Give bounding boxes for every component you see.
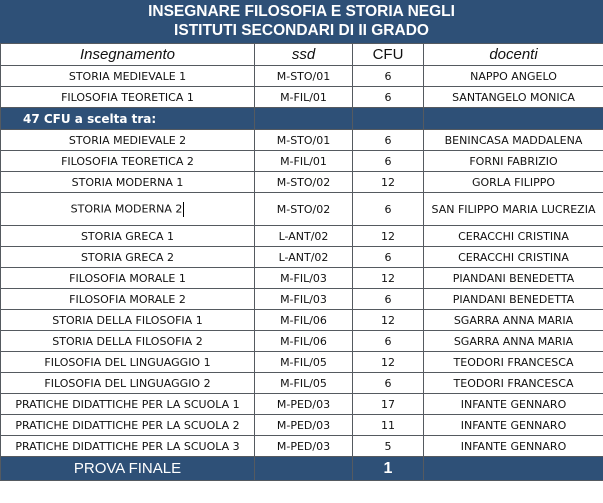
cell-docenti: BENINCASA MADDALENA (424, 130, 603, 151)
cell-cfu: 17 (353, 394, 424, 415)
cell-ssd: M-STO/01 (255, 130, 353, 151)
cell-docenti: TEODORI FRANCESCA (424, 373, 603, 394)
cell-insegnamento: STORIA MODERNA 1 (1, 172, 255, 193)
cell-cfu: 6 (353, 331, 424, 352)
cell-cfu: 6 (353, 151, 424, 172)
header-insegnamento: Insegnamento (1, 44, 255, 66)
table-row (1, 226, 603, 247)
cell-cfu: 12 (353, 226, 424, 247)
cell-insegnamento-text: STORIA MODERNA 2 (70, 202, 183, 215)
cell-cfu: 12 (353, 268, 424, 289)
table-row (1, 352, 603, 373)
cell-ssd: M-FIL/05 (255, 352, 353, 373)
table-row (1, 268, 603, 289)
table-row (1, 310, 603, 331)
cell-docenti: INFANTE GENNARO (424, 394, 603, 415)
cell-insegnamento: STORIA DELLA FILOSOFIA 2 (1, 331, 255, 352)
cell-ssd: M-STO/01 (255, 66, 353, 87)
text-cursor (183, 202, 184, 217)
cell-docenti: PIANDANI BENEDETTA (424, 268, 603, 289)
table-row (1, 87, 603, 108)
cell-cfu: 5 (353, 436, 424, 457)
cell-insegnamento: STORIA GRECA 1 (1, 226, 255, 247)
cell-insegnamento: PRATICHE DIDATTICHE PER LA SCUOLA 3 (1, 436, 255, 457)
header-ssd: ssd (255, 44, 353, 66)
section-empty-cell (353, 108, 424, 130)
cell-docenti: INFANTE GENNARO (424, 436, 603, 457)
cell-cfu: 6 (353, 66, 424, 87)
cell-ssd: M-FIL/06 (255, 310, 353, 331)
cell-docenti: GORLA FILIPPO (424, 172, 603, 193)
title-line-1: INSEGNARE FILOSOFIA E STORIA NEGLI (148, 3, 455, 20)
table-row (1, 436, 603, 457)
cell-insegnamento: STORIA MEDIEVALE 2 (1, 130, 255, 151)
title-line-2: ISTITUTI SECONDARI DI II GRADO (174, 22, 429, 39)
cell-insegnamento: FILOSOFIA MORALE 2 (1, 289, 255, 310)
final-cfu: 1 (353, 457, 424, 481)
cell-insegnamento: FILOSOFIA DEL LINGUAGGIO 2 (1, 373, 255, 394)
cell-insegnamento: STORIA DELLA FILOSOFIA 1 (1, 310, 255, 331)
table-row (1, 289, 603, 310)
cell-insegnamento: FILOSOFIA DEL LINGUAGGIO 1 (1, 352, 255, 373)
cell-cfu: 6 (353, 247, 424, 268)
section-empty-cell (255, 108, 353, 130)
section-row (1, 108, 603, 130)
final-label: PROVA FINALE (1, 457, 255, 481)
cell-docenti: CERACCHI CRISTINA (424, 247, 603, 268)
table-row (1, 247, 603, 268)
cell-docenti: PIANDANI BENEDETTA (424, 289, 603, 310)
cell-docenti: SANTANGELO MONICA (424, 87, 603, 108)
section-label: 47 CFU a scelta tra: (1, 108, 255, 130)
table-row (1, 394, 603, 415)
final-row (1, 457, 603, 481)
courses-table-body (1, 66, 603, 481)
cell-ssd: M-FIL/03 (255, 268, 353, 289)
section-empty-cell (424, 108, 603, 130)
final-empty-cell (424, 457, 603, 481)
cell-docenti: SGARRA ANNA MARIA (424, 310, 603, 331)
cell-ssd: M-FIL/03 (255, 289, 353, 310)
cell-insegnamento[interactable] (1, 193, 255, 226)
table-row (1, 66, 603, 87)
cell-docenti: CERACCHI CRISTINA (424, 226, 603, 247)
cell-docenti: INFANTE GENNARO (424, 415, 603, 436)
cell-docenti: SAN FILIPPO MARIA LUCREZIA (424, 193, 603, 226)
header-cfu: CFU (353, 44, 424, 66)
final-empty-cell (255, 457, 353, 481)
cell-cfu: 6 (353, 130, 424, 151)
table-row (1, 130, 603, 151)
cell-insegnamento: PRATICHE DIDATTICHE PER LA SCUOLA 2 (1, 415, 255, 436)
table-row (1, 193, 603, 226)
cell-docenti: SGARRA ANNA MARIA (424, 331, 603, 352)
cell-ssd: M-PED/03 (255, 415, 353, 436)
cell-ssd: L-ANT/02 (255, 247, 353, 268)
courses-table (0, 43, 603, 481)
cell-docenti: NAPPO ANGELO (424, 66, 603, 87)
cell-ssd: M-STO/02 (255, 193, 353, 226)
cell-docenti: FORNI FABRIZIO (424, 151, 603, 172)
table-row (1, 415, 603, 436)
cell-cfu: 6 (353, 87, 424, 108)
cell-cfu: 6 (353, 193, 424, 226)
cell-insegnamento: STORIA GRECA 2 (1, 247, 255, 268)
cell-ssd: M-PED/03 (255, 436, 353, 457)
cell-ssd: L-ANT/02 (255, 226, 353, 247)
cell-cfu: 6 (353, 289, 424, 310)
cell-insegnamento: FILOSOFIA MORALE 1 (1, 268, 255, 289)
cell-ssd: M-FIL/05 (255, 373, 353, 394)
cell-ssd: M-STO/02 (255, 172, 353, 193)
cell-ssd: M-FIL/01 (255, 151, 353, 172)
cell-docenti: TEODORI FRANCESCA (424, 352, 603, 373)
cell-insegnamento: FILOSOFIA TEORETICA 2 (1, 151, 255, 172)
table-title (0, 0, 603, 43)
cell-cfu: 11 (353, 415, 424, 436)
table-row (1, 172, 603, 193)
cell-insegnamento: STORIA MEDIEVALE 1 (1, 66, 255, 87)
cell-ssd: M-PED/03 (255, 394, 353, 415)
cell-insegnamento: FILOSOFIA TEORETICA 1 (1, 87, 255, 108)
table-row (1, 331, 603, 352)
cell-ssd: M-FIL/06 (255, 331, 353, 352)
cell-cfu: 12 (353, 310, 424, 331)
cell-ssd: M-FIL/01 (255, 87, 353, 108)
table-row (1, 373, 603, 394)
cell-cfu: 12 (353, 172, 424, 193)
header-docenti: docenti (424, 44, 603, 66)
cell-cfu: 12 (353, 352, 424, 373)
table-row (1, 151, 603, 172)
cell-cfu: 6 (353, 373, 424, 394)
cell-insegnamento: PRATICHE DIDATTICHE PER LA SCUOLA 1 (1, 394, 255, 415)
